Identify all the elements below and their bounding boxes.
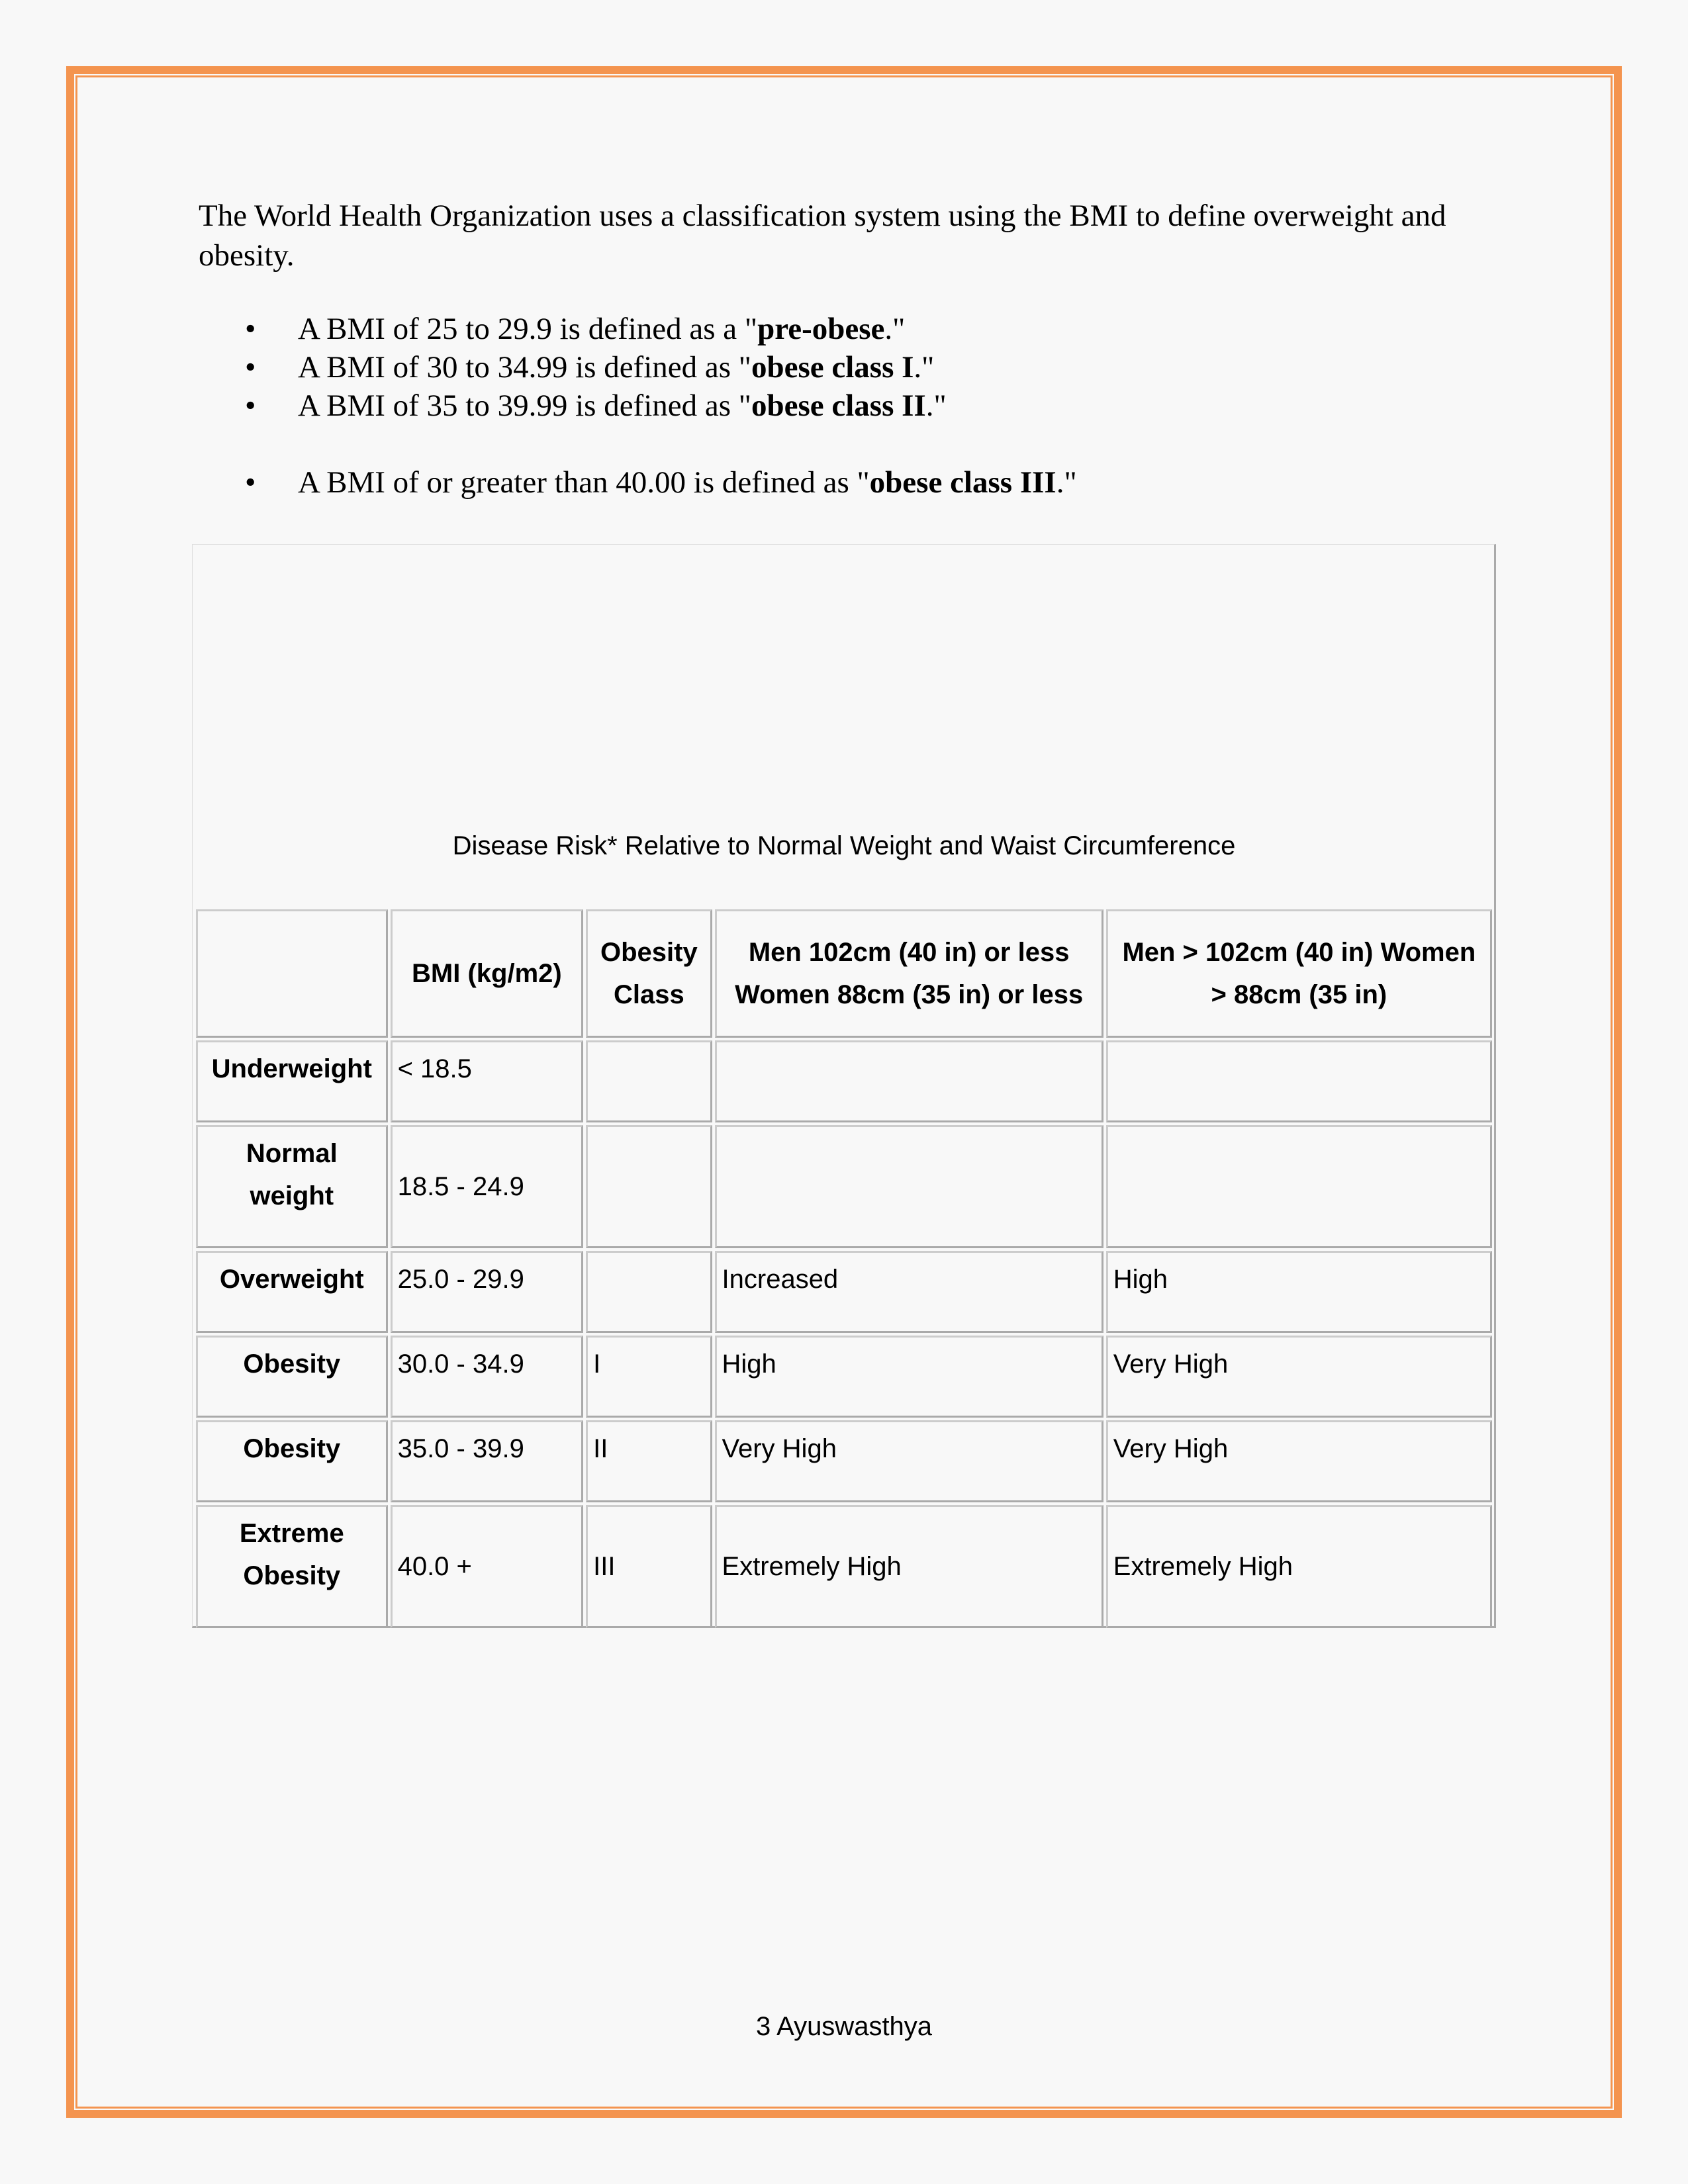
header-cell: Men 102cm (40 in) or less Women 88cm (35 in) or less — [715, 909, 1103, 1038]
list-item: • A BMI of 35 to 39.99 is defined as "obese class II." — [199, 387, 1509, 425]
class-cell: II — [586, 1420, 712, 1502]
class-cell — [586, 1040, 712, 1122]
row-label: Obesity — [196, 1420, 388, 1502]
list-item: • A BMI of or greater than 40.00 is defined as "obese class III." — [199, 463, 1509, 502]
page-footer: 3 Ayuswasthya — [755, 2012, 933, 2041]
class-cell — [586, 1125, 712, 1248]
risk-low-cell: Very High — [715, 1420, 1103, 1502]
risk-high-cell: Extremely High — [1106, 1505, 1492, 1628]
bmi-cell: 40.0 + — [391, 1505, 584, 1628]
risk-high-cell: High — [1106, 1251, 1492, 1333]
risk-low-cell: Increased — [715, 1251, 1103, 1333]
intro-paragraph: The World Health Organization uses a classification system using the BMI to define overweight and obesity. — [199, 199, 1446, 273]
row-label: Underweight — [196, 1040, 388, 1122]
disease-risk-table — [193, 907, 1495, 1631]
risk-low-cell — [715, 1040, 1103, 1122]
class-cell: I — [586, 1336, 712, 1418]
risk-low-cell: High — [715, 1336, 1103, 1418]
row-label: Normal weight — [196, 1125, 388, 1248]
bmi-cell: 25.0 - 29.9 — [391, 1251, 584, 1333]
row-label: Extreme Obesity — [196, 1505, 388, 1628]
table-row — [196, 1251, 1492, 1333]
table-header-row — [196, 909, 1492, 1038]
risk-low-cell — [715, 1125, 1103, 1248]
header-cell: Men > 102cm (40 in) Women > 88cm (35 in) — [1106, 909, 1492, 1038]
class-cell: III — [586, 1505, 712, 1628]
list-item: • A BMI of 30 to 34.99 is defined as "obese class I." — [199, 348, 1509, 387]
bmi-cell: 18.5 - 24.9 — [391, 1125, 584, 1248]
table-row — [196, 1420, 1492, 1502]
risk-high-cell — [1106, 1125, 1492, 1248]
table-caption: Disease Risk* Relative to Normal Weight and Waist Circumference — [452, 831, 1236, 860]
bmi-definition-list — [199, 310, 1509, 502]
row-label: Overweight — [196, 1251, 388, 1333]
risk-high-cell: Very High — [1106, 1420, 1492, 1502]
risk-high-cell: Very High — [1106, 1336, 1492, 1418]
bmi-cell: 35.0 - 39.9 — [391, 1420, 584, 1502]
class-cell — [586, 1251, 712, 1333]
row-label: Obesity — [196, 1336, 388, 1418]
header-cell: BMI (kg/m2) — [391, 909, 584, 1038]
risk-low-cell: Extremely High — [715, 1505, 1103, 1628]
header-cell — [196, 909, 388, 1038]
bmi-cell: < 18.5 — [391, 1040, 584, 1122]
table-row — [196, 1040, 1492, 1122]
bmi-cell: 30.0 - 34.9 — [391, 1336, 584, 1418]
table-row — [196, 1505, 1492, 1628]
table-row — [196, 1336, 1492, 1418]
list-item: • A BMI of 25 to 29.9 is defined as a "pre-obese." — [199, 310, 1509, 348]
table-row — [196, 1125, 1492, 1248]
header-cell: Obesity Class — [586, 909, 712, 1038]
risk-high-cell — [1106, 1040, 1492, 1122]
